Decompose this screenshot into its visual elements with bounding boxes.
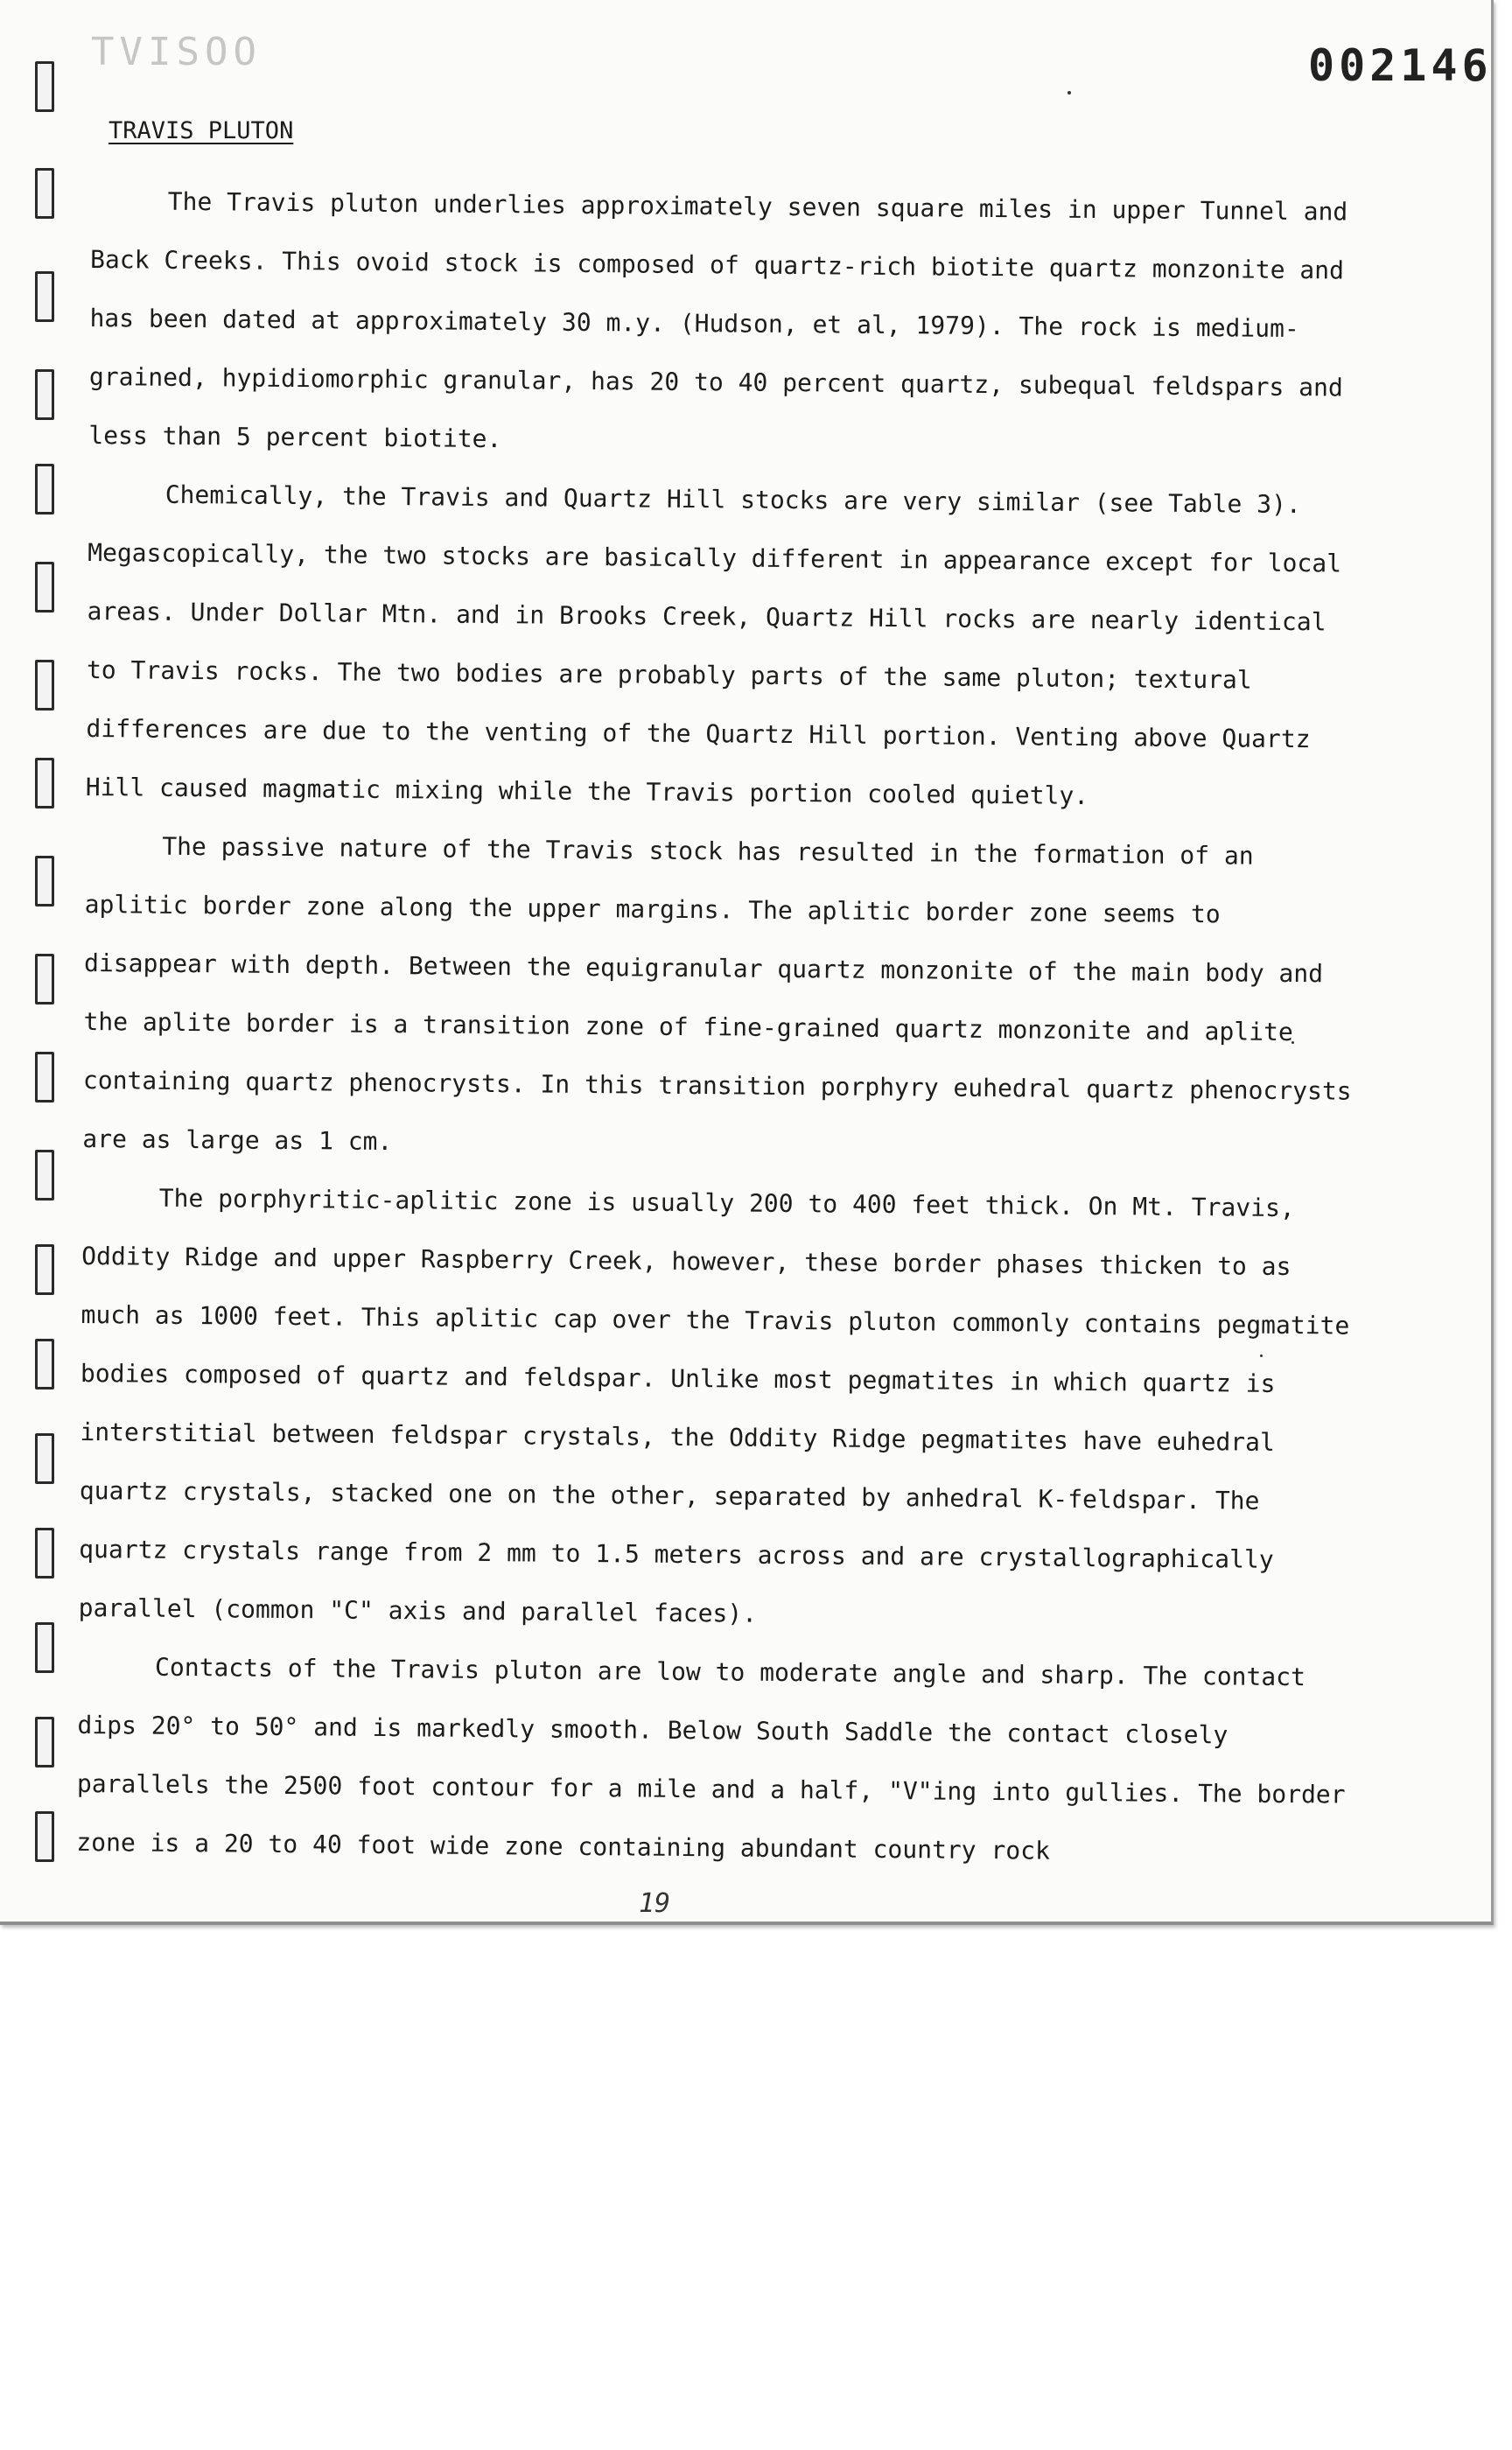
punch-hole <box>35 61 54 112</box>
punch-hole <box>35 1150 54 1200</box>
punch-hole <box>35 1811 54 1862</box>
punch-hole <box>35 271 54 322</box>
paragraph <box>86 465 1357 828</box>
paragraph <box>82 816 1354 1180</box>
punch-hole <box>35 954 54 1004</box>
paragraph <box>88 172 1360 476</box>
scan-speck <box>1068 91 1071 94</box>
paragraph <box>76 1637 1347 1883</box>
punch-hole <box>35 1339 54 1390</box>
punch-hole <box>35 758 54 808</box>
faded-bates-stamp: TVISOO <box>91 30 262 74</box>
punch-hole <box>35 1433 54 1484</box>
section-title: TRAVIS PLUTON <box>108 117 294 144</box>
body-text <box>76 172 1360 1883</box>
punch-hole <box>35 1052 54 1102</box>
paragraph-text: Contacts of the Travis pluton are low to moderate angle and sharp. The contact dips 20° to 50° and is markedly smooth. Below South Saddle the contact closely parallels the 2500 foot contour for a mile and a half, "V"ing into gullies. The border zone is a 20 to 40 foot wide zone containing abundant country rock <box>76 1652 1346 1866</box>
punch-hole <box>35 1622 54 1673</box>
page-number: 19 <box>639 1888 671 1919</box>
paragraph-text: The passive nature of the Travis stock has resulted in the formation of an aplitic border zone along the upper margins. The aplitic border zone seems to disappear with depth. Between the equigranular quartz monzonite of the main body and the aplite border is a transition zone of fine-grained quartz monzonite and aplite containing quartz phenocrysts. In this transition porphyry euhedral quartz phenocrysts are as large as 1 cm. <box>82 831 1352 1157</box>
punch-hole <box>35 1717 54 1768</box>
punch-hole <box>35 168 54 219</box>
binder-punch-holes <box>35 61 66 1890</box>
punch-hole <box>35 562 54 612</box>
punch-hole <box>35 1528 54 1578</box>
punch-hole <box>35 369 54 420</box>
punch-hole <box>35 1244 54 1295</box>
paragraph <box>78 1168 1351 1648</box>
punch-hole <box>35 856 54 906</box>
paragraph-text: The porphyritic-aplitic zone is usually 200 to 400 feet thick. On Mt. Travis, Oddity Ridge and upper Raspberry Creek, however, these border phases thicken to as much as 1000 feet. This aplitic cap over the Travis pluton commonly contains pegmatite bodies composed of quartz and feldspar. Unlike most pegmatites in which quartz is interstitial between feldspar crystals, the Oddity Ridge pegmatites have euhedral quartz crystals, stacked one on the other, separated by anhedral K-feldspar. The quartz crystals range from 2 mm to 1.5 meters across and are crystallographically parallel (common "C" axis and parallel faces). <box>78 1183 1350 1628</box>
paragraph-text: The Travis pluton underlies approximately seven square miles in upper Tunnel and Back Creeks. This ovoid stock is composed of quartz-rich biotite quartz monzonite and has been dated at approximately 30 m.y. (Hudson, et al, 1979). The rock is medium-grained, hypidiomorphic granular, has 20 to 40 percent quartz, subequal feldspars and less than 5 percent biotite. <box>88 186 1348 454</box>
paragraph-text: Chemically, the Travis and Quartz Hill stocks are very similar (see Table 3). Megascopically, the two stocks are basically different in appearance except for local areas. Under Dollar Mtn. and in Brooks Creek, Quartz Hill rocks are nearly identical to Travis rocks. The two bodies are probably parts of the same pluton; textural differences are due to the venting of the Quartz Hill portion. Venting above Quartz Hill caused magmatic mixing while the Travis portion cooled quietly. <box>85 480 1342 810</box>
punch-hole <box>35 660 54 710</box>
document-number-stamp: 002146 <box>1308 40 1493 91</box>
punch-hole <box>35 464 54 514</box>
